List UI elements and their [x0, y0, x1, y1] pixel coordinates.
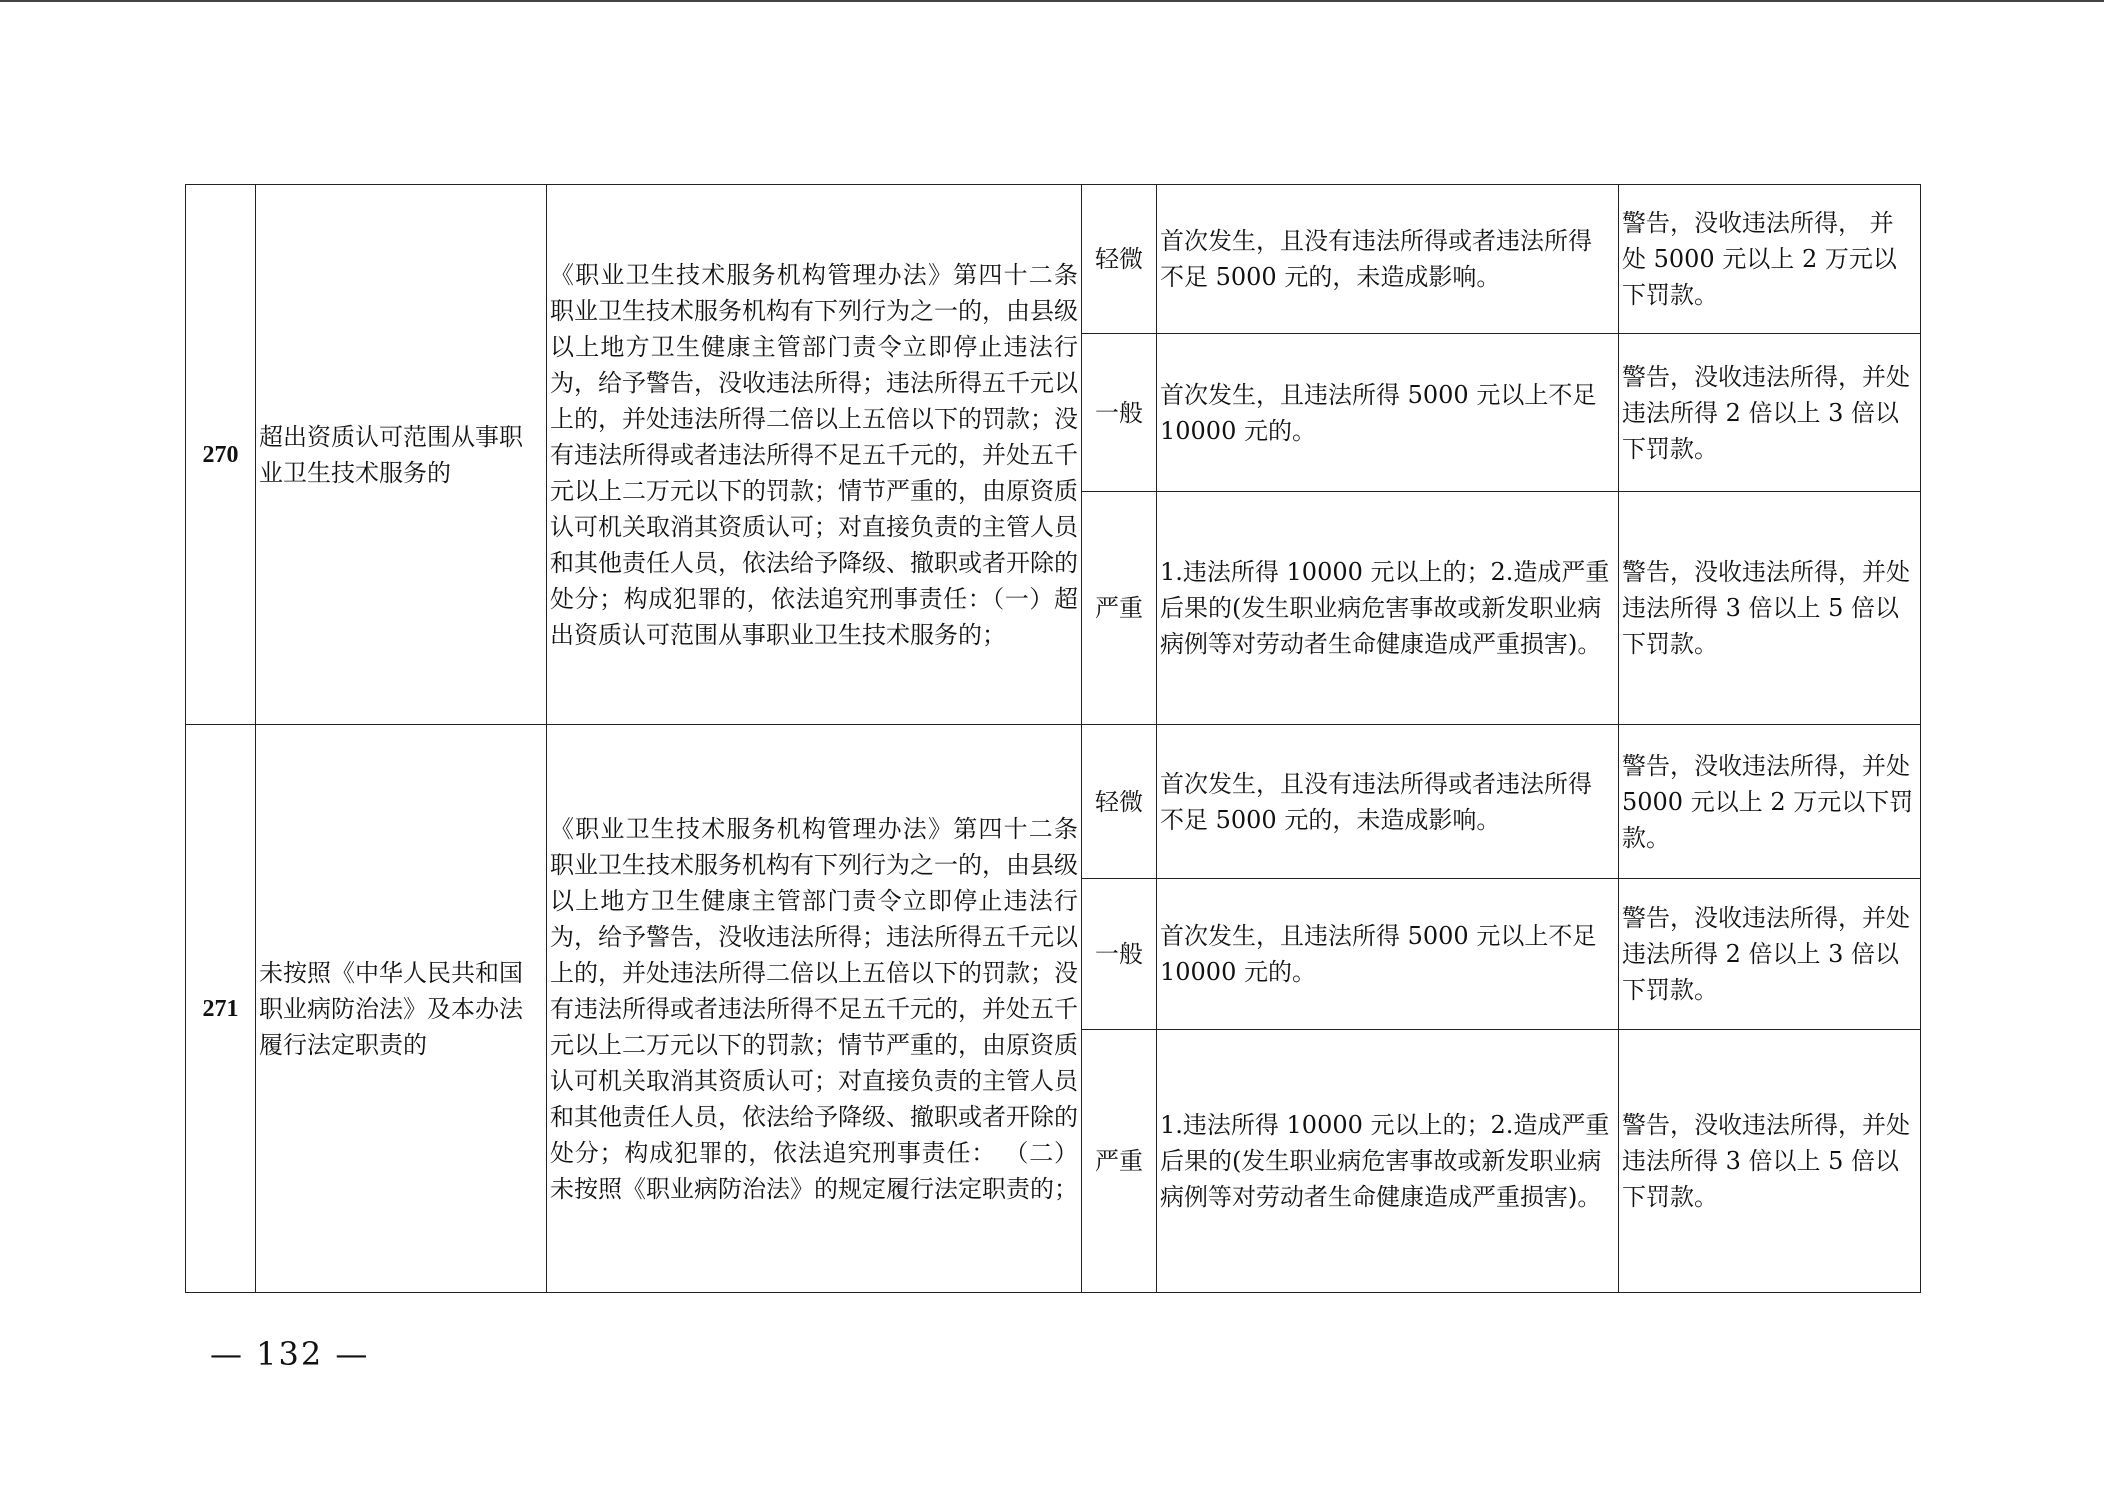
legal-basis: 《职业卫生技术服务机构管理办法》第四十二条 职业卫生技术服务机构有下列行为之一的，由县级以上地方卫生健康主管部门责令立即停止违法行为，给予警告，没收违法所得；违法所得五千元以上的，并处违法所得二倍以上五倍以下的罚款；没有违法所得或者违法所得不足五千元的，并处五千元以上二万元以下的罚款；情节严重的，由原资质认可机关取消其资质认可；对直接负责的主管人员和其他责任人员，依法给予降级、撤职或者开除的处分；构成犯罪的，依法追究刑事责任： （二）未按照《职业病防治法》的规定履行法定职责的；: [547, 725, 1082, 1293]
entry-number: 270: [186, 185, 256, 725]
entry-number: 271: [186, 725, 256, 1293]
circumstance-condition: 首次发生，且没有违法所得或者违法所得不足 5000 元的，未造成影响。: [1157, 725, 1619, 879]
circumstance-condition: 首次发生，且没有违法所得或者违法所得不足 5000 元的，未造成影响。: [1157, 185, 1619, 334]
table-row: [186, 725, 1921, 879]
severity-level: 一般: [1082, 334, 1157, 492]
penalty-standard: 警告，没收违法所得，并处违法所得 3 倍以上 5 倍以下罚款。: [1619, 492, 1921, 725]
severity-level: 一般: [1082, 879, 1157, 1030]
page-number: — 132 —: [210, 1335, 370, 1373]
table-row: [186, 185, 1921, 334]
penalty-standard: 警告，没收违法所得，并处违法所得 3 倍以上 5 倍以下罚款。: [1619, 1030, 1921, 1293]
violation-name: 未按照《中华人民共和国职业病防治法》及本办法履行法定职责的: [256, 725, 547, 1293]
penalty-discretion-table: [185, 184, 1921, 1293]
circumstance-condition: 1.违法所得 10000 元以上的；2.造成严重后果的(发生职业病危害事故或新发职业病病例等对劳动者生命健康造成严重损害)。: [1157, 1030, 1619, 1293]
severity-level: 轻微: [1082, 725, 1157, 879]
severity-level: 严重: [1082, 1030, 1157, 1293]
penalty-standard: 警告，没收违法所得，并处违法所得 2 倍以上 3 倍以下罚款。: [1619, 334, 1921, 492]
penalty-standard: 警告，没收违法所得，并处 5000 元以上 2 万元以下罚款。: [1619, 725, 1921, 879]
circumstance-condition: 首次发生，且违法所得 5000 元以上不足 10000 元的。: [1157, 334, 1619, 492]
top-border-line: [0, 0, 2104, 2]
violation-name: 超出资质认可范围从事职业卫生技术服务的: [256, 185, 547, 725]
penalty-standard: 警告，没收违法所得， 并处 5000 元以上 2 万元以下罚款。: [1619, 185, 1921, 334]
severity-level: 轻微: [1082, 185, 1157, 334]
penalty-standard: 警告，没收违法所得，并处违法所得 2 倍以上 3 倍以下罚款。: [1619, 879, 1921, 1030]
circumstance-condition: 首次发生，且违法所得 5000 元以上不足 10000 元的。: [1157, 879, 1619, 1030]
legal-basis: 《职业卫生技术服务机构管理办法》第四十二条 职业卫生技术服务机构有下列行为之一的，由县级以上地方卫生健康主管部门责令立即停止违法行为，给予警告，没收违法所得；违法所得五千元以上的，并处违法所得二倍以上五倍以下的罚款；没有违法所得或者违法所得不足五千元的，并处五千元以上二万元以下的罚款；情节严重的，由原资质认可机关取消其资质认可；对直接负责的主管人员和其他责任人员，依法给予降级、撤职或者开除的处分；构成犯罪的，依法追究刑事责任：（一）超出资质认可范围从事职业卫生技术服务的；: [547, 185, 1082, 725]
circumstance-condition: 1.违法所得 10000 元以上的；2.造成严重后果的(发生职业病危害事故或新发职业病病例等对劳动者生命健康造成严重损害)。: [1157, 492, 1619, 725]
severity-level: 严重: [1082, 492, 1157, 725]
